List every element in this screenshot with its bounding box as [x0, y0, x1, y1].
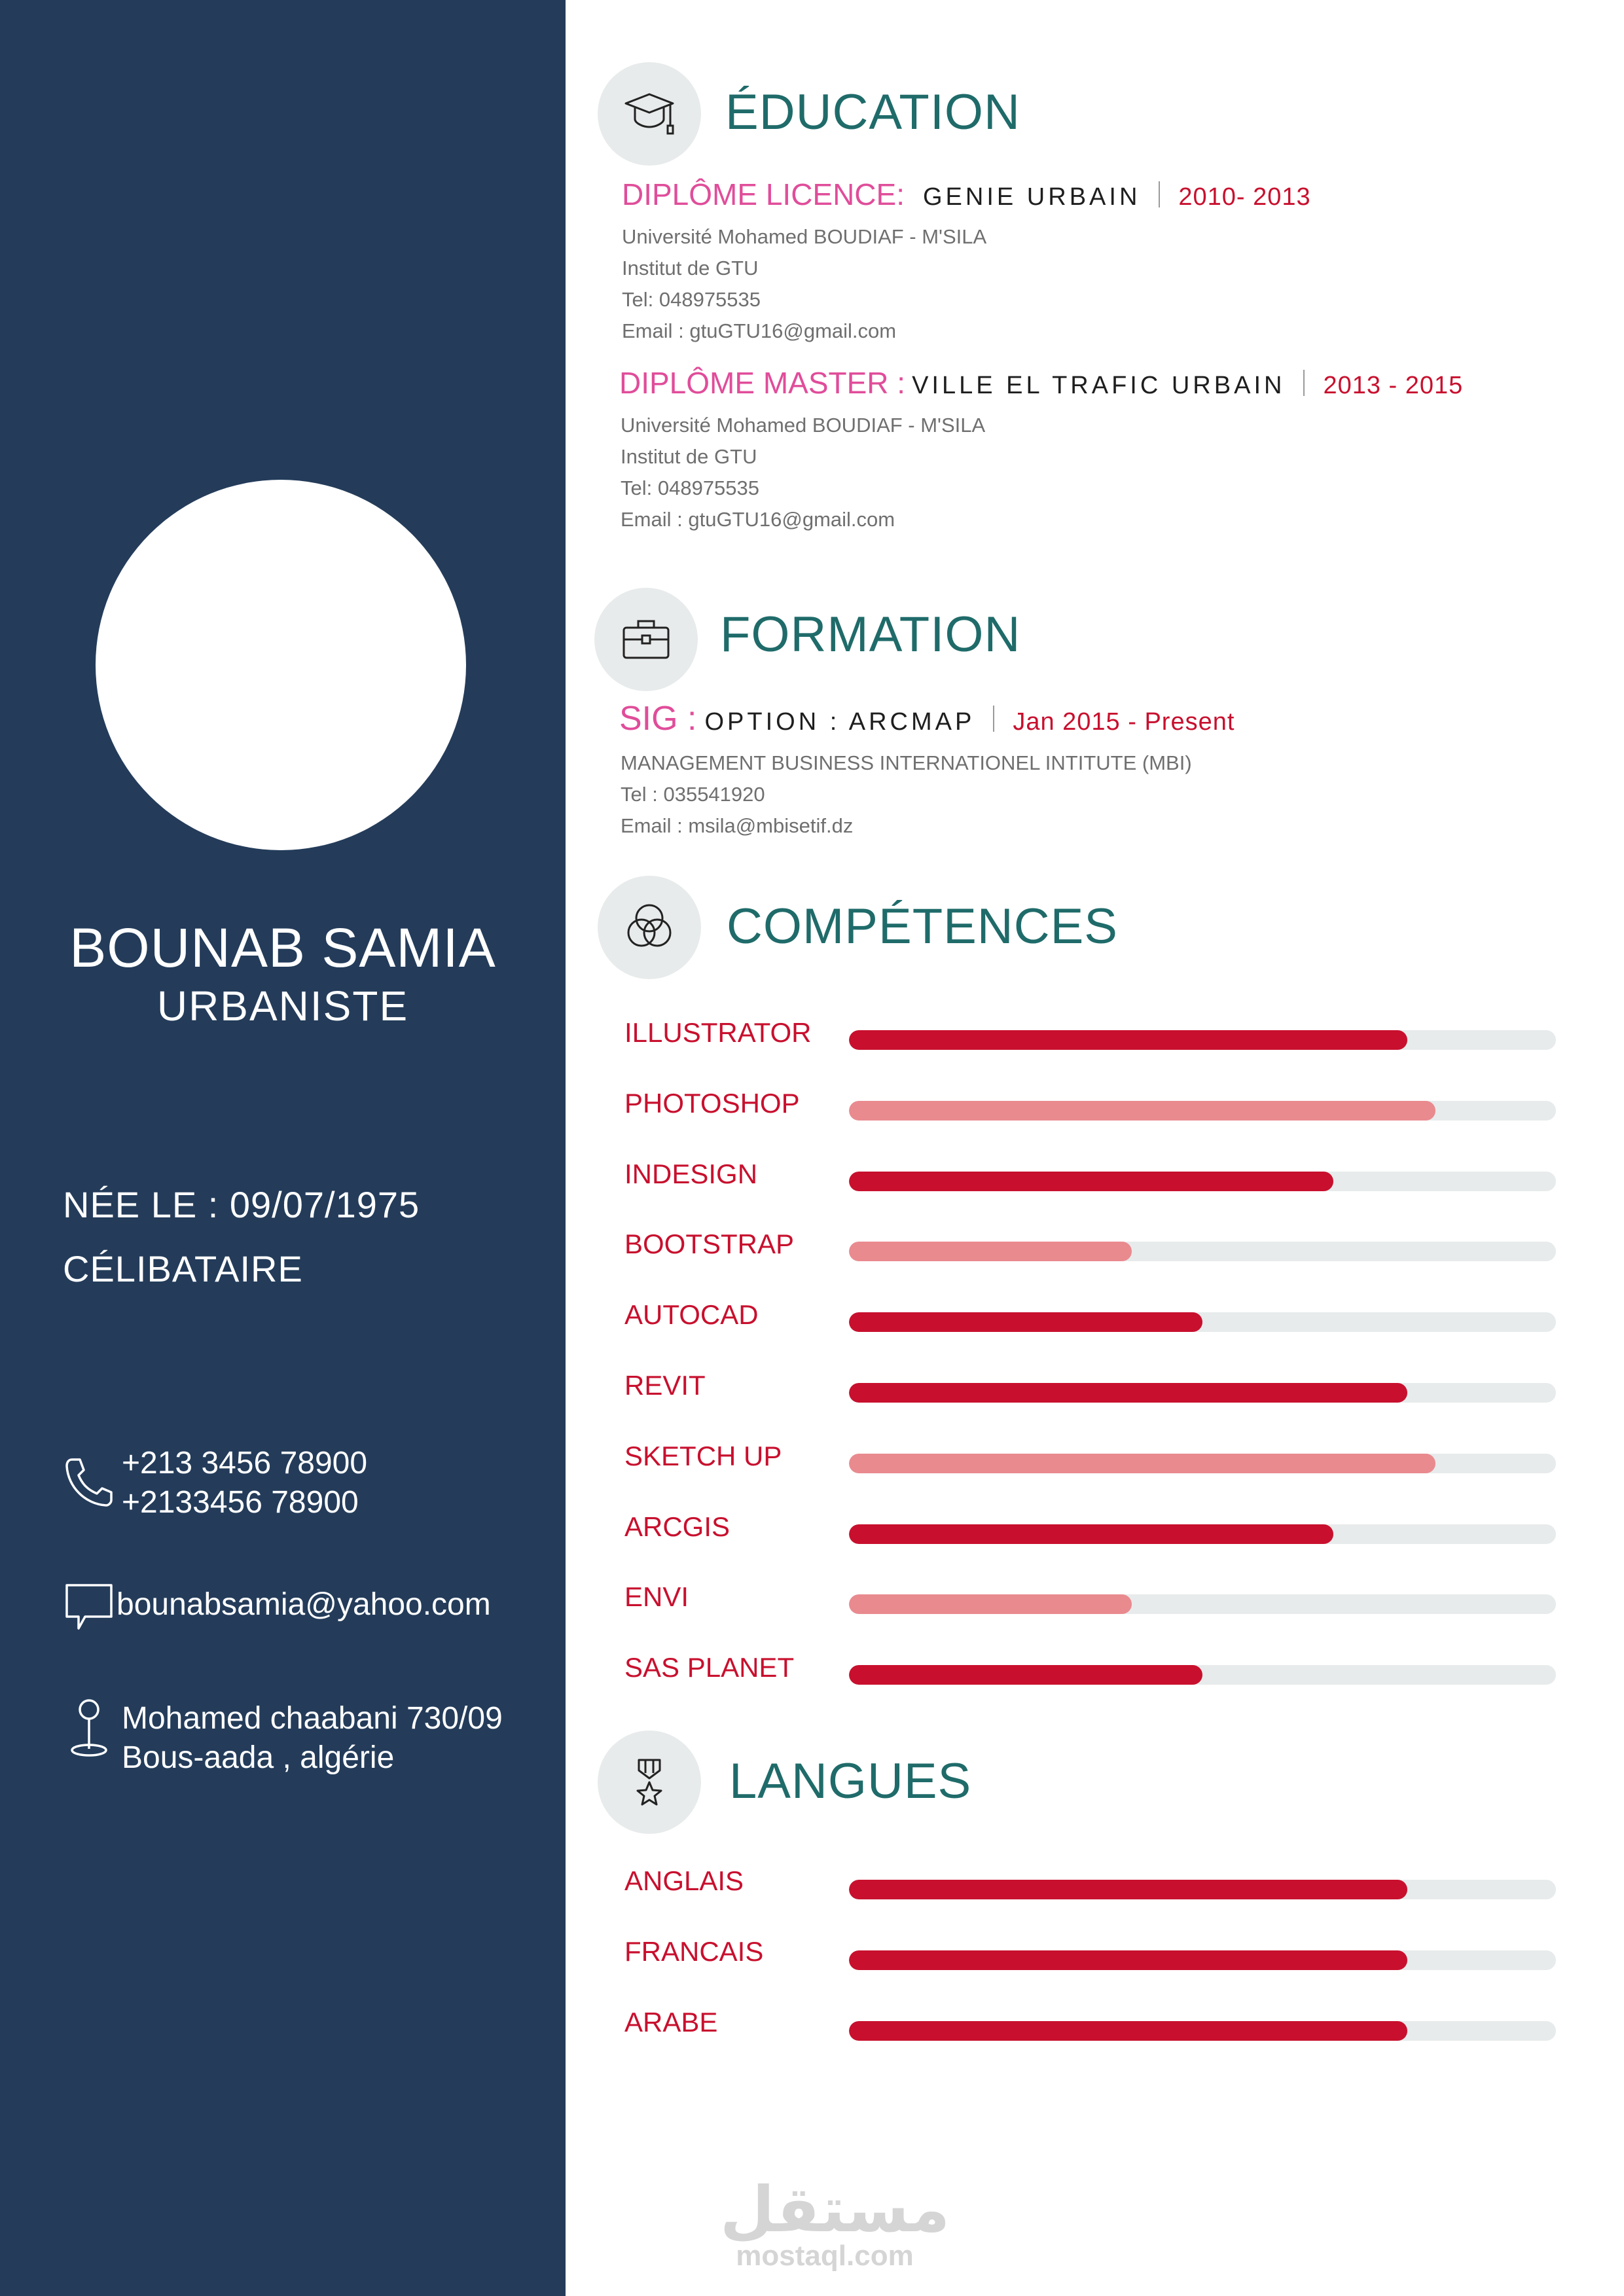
degree-licence-title: DIPLÔME LICENCE:	[622, 177, 905, 211]
skill-bar-track	[849, 1030, 1556, 1050]
degree-licence-details	[622, 221, 986, 347]
langues-icon-badge	[598, 1731, 701, 1834]
formation-heading: FORMATION	[720, 607, 1021, 662]
skill-bar-fill	[849, 1454, 1435, 1473]
location-pin-icon	[63, 1698, 115, 1761]
overlapping-circles-icon	[623, 901, 676, 954]
degree-master-details	[621, 410, 985, 535]
detail-line: Université Mohamed BOUDIAF - M'SILA	[622, 225, 987, 248]
skill-bar-fill	[849, 1030, 1407, 1050]
skill-label: INDESIGN	[624, 1158, 758, 1189]
medal-star-icon	[623, 1756, 676, 1808]
separator	[993, 706, 994, 732]
degree-master-row	[619, 365, 1463, 401]
skill-label: AUTOCAD	[624, 1299, 759, 1331]
email-address[interactable]: bounabsamia@yahoo.com	[117, 1587, 491, 1622]
formation-field: OPTION : ARCMAP	[704, 708, 975, 736]
skill-bar-track	[849, 1594, 1556, 1614]
full-name: BOUNAB SAMIA	[69, 917, 496, 978]
skill-label: ILLUSTRATOR	[624, 1017, 812, 1048]
skill-bar-fill	[849, 1594, 1132, 1614]
language-bar-track	[849, 1950, 1556, 1970]
detail-line: MANAGEMENT BUSINESS INTERNATIONEL INTITUTE (MBI)	[621, 751, 1192, 774]
competences-icon-badge	[598, 876, 701, 979]
degree-licence-row	[622, 177, 1311, 212]
formation-details	[621, 747, 1192, 842]
skill-label: SKETCH UP	[624, 1440, 782, 1471]
degree-licence-field: GENIE URBAIN	[923, 183, 1141, 211]
education-heading: ÉDUCATION	[725, 84, 1020, 140]
language-label: ANGLAIS	[624, 1865, 744, 1896]
skill-bar-track	[849, 1524, 1556, 1544]
sidebar	[0, 0, 566, 2296]
skill-bar-track	[849, 1172, 1556, 1191]
skill-bar-fill	[849, 1524, 1333, 1544]
phone-icon	[63, 1456, 115, 1508]
language-label: FRANCAIS	[624, 1936, 764, 1967]
marital-status: CÉLIBATAIRE	[63, 1248, 303, 1289]
degree-licence-dates: 2010- 2013	[1178, 183, 1311, 211]
language-bar-fill	[849, 1880, 1407, 1899]
language-bar-track	[849, 1880, 1556, 1899]
profile-photo-placeholder	[96, 480, 466, 850]
address-line-2: Bous-aada , algérie	[122, 1740, 395, 1775]
skill-bar-fill	[849, 1242, 1132, 1261]
language-bar-fill	[849, 1950, 1407, 1970]
skill-bar-track	[849, 1454, 1556, 1473]
detail-line: Email : gtuGTU16@gmail.com	[622, 319, 897, 342]
detail-line: Email : gtuGTU16@gmail.com	[621, 508, 895, 531]
education-icon-badge	[598, 62, 701, 166]
degree-master-title: DIPLÔME MASTER :	[619, 366, 906, 400]
skill-bar-track	[849, 1312, 1556, 1332]
langues-heading: LANGUES	[729, 1753, 972, 1809]
language-bar-track	[849, 2021, 1556, 2041]
skill-bar-track	[849, 1665, 1556, 1685]
phone-number-2[interactable]: +2133456 78900	[122, 1485, 359, 1520]
language-bar-fill	[849, 2021, 1407, 2041]
detail-line: Tel: 048975535	[621, 476, 760, 499]
address-line-1: Mohamed chaabani 730/09	[122, 1701, 503, 1736]
separator	[1303, 370, 1305, 396]
degree-master-field: VILLE EL TRAFIC URBAIN	[912, 372, 1286, 399]
detail-line: Tel : 035541920	[621, 783, 765, 806]
skill-label: PHOTOSHOP	[624, 1087, 800, 1119]
briefcase-icon	[620, 613, 672, 666]
birth-date: NÉE LE : 09/07/1975	[63, 1184, 420, 1225]
detail-line: Tel: 048975535	[622, 288, 761, 311]
competences-heading: COMPÉTENCES	[727, 899, 1118, 954]
skill-bar-track	[849, 1242, 1556, 1261]
skill-bar-fill	[849, 1101, 1435, 1121]
skill-bar-fill	[849, 1665, 1202, 1685]
skill-bar-track	[849, 1101, 1556, 1121]
skill-label: BOOTSTRAP	[624, 1229, 795, 1260]
phone-number-1[interactable]: +213 3456 78900	[122, 1446, 368, 1480]
skill-bar-track	[849, 1383, 1556, 1403]
watermark	[720, 2173, 950, 2272]
formation-row	[619, 699, 1235, 738]
formation-title: SIG :	[619, 700, 697, 738]
formation-dates: Jan 2015 - Present	[1013, 708, 1235, 736]
degree-master-dates: 2013 - 2015	[1323, 372, 1464, 399]
detail-line: Institut de GTU	[622, 257, 759, 279]
graduation-cap-icon	[623, 88, 676, 140]
skill-label: ENVI	[624, 1581, 689, 1613]
watermark-latin: mostaql.com	[736, 2240, 914, 2272]
skill-bar-fill	[849, 1172, 1333, 1191]
detail-line: Institut de GTU	[621, 445, 757, 468]
detail-line: Email : msila@mbisetif.dz	[621, 814, 854, 837]
skill-label: REVIT	[624, 1370, 706, 1401]
job-title: URBANISTE	[156, 982, 409, 1030]
detail-line: Université Mohamed BOUDIAF - M'SILA	[621, 414, 986, 437]
watermark-arabic: مستقل	[720, 2173, 950, 2246]
skill-bar-fill	[849, 1312, 1202, 1332]
skill-bar-fill	[849, 1383, 1407, 1403]
formation-icon-badge	[594, 588, 698, 691]
skill-label: ARCGIS	[624, 1511, 731, 1542]
language-label: ARABE	[624, 2007, 718, 2037]
skill-label: SAS PLANET	[624, 1652, 795, 1683]
separator	[1159, 181, 1160, 207]
message-icon	[63, 1580, 115, 1632]
